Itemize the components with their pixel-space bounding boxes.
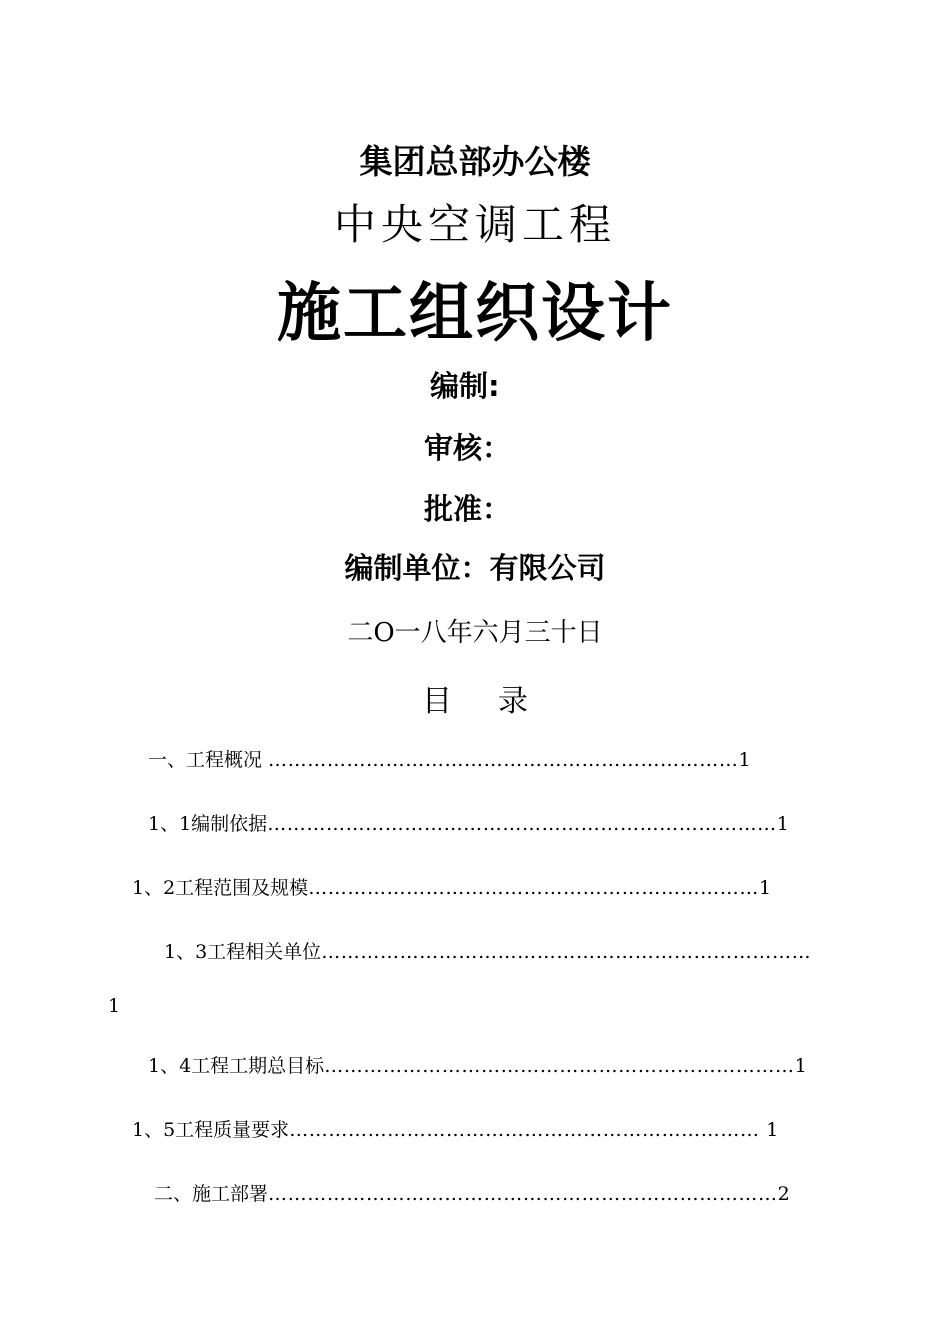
toc-entry[interactable] — [148, 812, 789, 836]
toc-entry[interactable] — [164, 940, 811, 964]
toc-entry-leader: ……………………………………………………………… — [268, 749, 739, 771]
toc-entry[interactable] — [132, 1118, 778, 1142]
toc-entry[interactable] — [148, 748, 751, 772]
project-subtitle: 中央空调工程 — [333, 200, 616, 249]
toc-entry[interactable] — [132, 876, 771, 900]
toc-entry[interactable] — [154, 1182, 790, 1206]
document-title: 施工组织设计 — [277, 277, 673, 351]
document-date: 二O一八年六月三十日 — [347, 618, 603, 648]
approver-label: 批准： — [424, 492, 512, 526]
compiler-label: 编制: — [430, 369, 500, 403]
toc-entry-page: 1 — [738, 749, 751, 771]
toc-entry[interactable] — [148, 1054, 807, 1078]
toc-entry-title: 1、3工程相关单位 — [164, 941, 322, 963]
toc-entry-title: 二、施工部署 — [154, 1183, 269, 1205]
compiling-unit: 编制单位：有限公司 — [344, 551, 606, 585]
toc-entry-title: 一、工程概况 — [148, 749, 269, 771]
toc-entry-leader: …………………………………………………………………… — [268, 1183, 778, 1205]
toc-entry-page: 1 — [759, 877, 772, 899]
toc-entry-leader: ……………………………………………………………… — [289, 1119, 767, 1141]
toc-entry-page: 1 — [776, 813, 789, 835]
toc-heading — [0, 676, 950, 720]
toc-entry-title: 1、5工程质量要求 — [132, 1119, 290, 1141]
toc-entry-page-wrapped: 1 — [108, 995, 121, 1017]
toc-entry-page: 2 — [777, 1183, 790, 1205]
toc-entry-page: 1 — [794, 1055, 807, 1077]
toc-entry-leader: …………………………………………………………… — [308, 877, 759, 899]
reviewer-label: 审核： — [424, 431, 512, 465]
toc-entry-title: 1、4工程工期总目标 — [148, 1055, 325, 1077]
toc-entry-page: 1 — [766, 1119, 779, 1141]
project-title: 集团总部办公楼 — [359, 142, 591, 181]
toc-entry-title: 1、1编制依据 — [148, 813, 268, 835]
toc-entry-title: 1、2工程范围及规模 — [132, 877, 309, 899]
toc-entry-leader: …………………………………………………………………… — [267, 813, 777, 835]
toc-entry-leader: ………………………………………………………………… — [321, 941, 812, 963]
toc-heading-left: 目 — [422, 684, 452, 719]
toc-heading-right: 录 — [498, 684, 528, 719]
toc-entry-leader: ……………………………………………………………… — [324, 1055, 795, 1077]
